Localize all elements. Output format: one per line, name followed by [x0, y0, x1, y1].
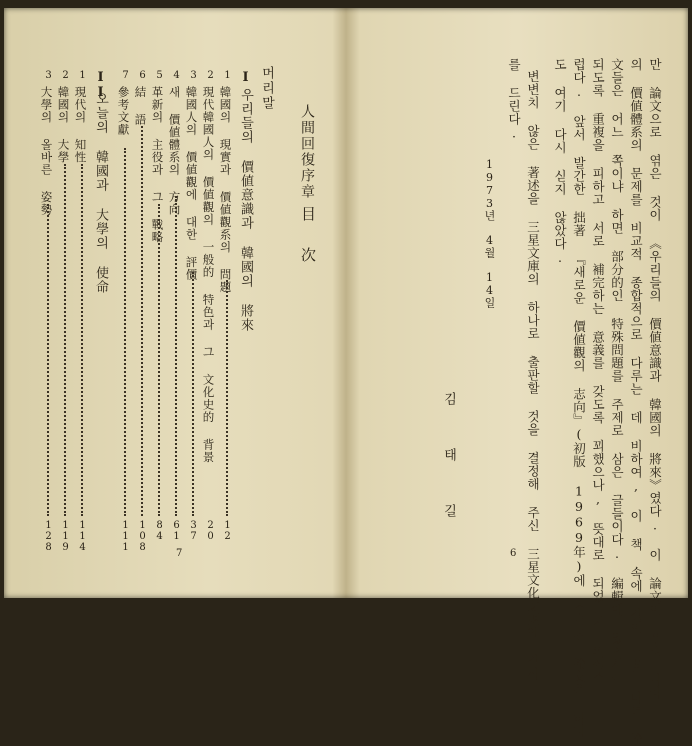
section-numeral: I: [238, 70, 253, 85]
text-column: 럽다. 앞서 발간한 拙著 『새로운 價値觀의 志向』(初版 1969年)에 수록된 論文은 하나: [571, 58, 587, 738]
toc-entry-page: 61: [171, 520, 182, 542]
leader-dots: [175, 196, 177, 516]
book-spread: [4, 8, 688, 746]
toc-entry-label: 韓國의 現實과 價値觀系의 問題: [218, 86, 233, 294]
text-column: 도 여기 다시 싣지 않았다.: [552, 58, 568, 266]
toc-entry-number: 5: [154, 70, 165, 81]
leader-dots: [81, 164, 83, 516]
toc-entry-label: 革新의 主役과 그 戰略: [150, 86, 165, 244]
toc-entry-number: 3: [43, 70, 54, 81]
toc-entry-page: 111: [120, 520, 131, 553]
toc-entry-label: 韓國人의 價値觀에 대한 評價: [184, 86, 199, 281]
leader-dots: [192, 272, 194, 516]
section-title: 우리들의 價値意識과 韓國의 將來: [238, 88, 253, 332]
leader-dots: [47, 204, 49, 516]
text-column: 文들은 어느 쪽이냐 하면 部分的인 特殊問題를 주제로 삼은 글들이다. 編輯에 있어서는: [609, 58, 625, 684]
toc-entry-label: 韓國의 大學: [56, 86, 71, 164]
contents-heading: 目 次: [299, 206, 317, 266]
text-column: 만 論文으로 엮은 것이 《우리들의 價値意識과 韓國의 將來》였다. 이 論文이 우리 나라: [647, 58, 663, 699]
toc-entry-number: 1: [77, 70, 88, 81]
author-name: 김 태 길: [441, 392, 456, 531]
leader-dots: [141, 126, 143, 516]
section-numeral: II: [93, 70, 108, 100]
text-column: 변변치 않은 著述을 三星文庫의 하나로 출판할 것을 결정해 주신 三星文化財團에 감사: [525, 70, 541, 680]
toc-entry-page: 12: [222, 520, 233, 542]
toc-entry-page: 84: [154, 520, 165, 542]
toc-entry-label: 現代韓國人의 價値觀의 一般的 特色과 그 文化史的 背景: [201, 86, 216, 464]
leader-dots: [124, 148, 126, 516]
page-number: 7: [176, 548, 183, 559]
toc-entry-number: 1: [222, 70, 233, 81]
toc-entry-number: 2: [205, 70, 216, 81]
leader-dots: [64, 164, 66, 516]
toc-entry-page: 37: [188, 520, 199, 542]
toc-entry-label: 大學의 올바른 姿勢: [39, 86, 54, 216]
preface-entry: 머리말: [259, 66, 274, 111]
preface-date: 1973년 4월 14일: [483, 158, 496, 308]
toc-entry-page: 128: [43, 520, 54, 553]
toc-entry-label: 새 價値體系의 方向: [167, 86, 182, 216]
part-title: 人間回復序章: [299, 104, 315, 200]
toc-entry-page: 119: [60, 520, 71, 553]
page-number: 6: [510, 548, 517, 559]
toc-entry-number: 2: [60, 70, 71, 81]
toc-entry-number: 3: [188, 70, 199, 81]
toc-entry-number: 6: [137, 70, 148, 81]
toc-entry-number: 7: [120, 70, 131, 81]
toc-entry-label: 現代의 知性: [73, 86, 88, 164]
toc-entry-page: 20: [205, 520, 216, 542]
text-column: 를 드린다.: [506, 58, 522, 141]
leader-dots: [226, 280, 228, 516]
table-of-contents-page: [4, 8, 344, 598]
toc-entry-label: 結 語: [133, 86, 148, 126]
toc-entry-page: 114: [77, 520, 88, 553]
toc-entry-page: 108: [137, 520, 148, 553]
leader-dots: [158, 204, 160, 516]
preface-page: [348, 8, 688, 746]
toc-entry-number: 4: [171, 70, 182, 81]
text-column: 되도록 重複을 피하고 서로 補完하는 意義를 갖도록 꾀했으나, 뜻대로 되었는지 의심스: [590, 58, 606, 684]
toc-entry-label: 參考文獻: [116, 86, 131, 136]
text-column: 의 價値體系의 문제를 비교적 종합적으로 다루는 데 비하여, 이 책 속에 같이 묶은 다른 論: [628, 58, 644, 746]
section-title: 오늘의 韓國과 大學의 使命: [93, 92, 108, 294]
